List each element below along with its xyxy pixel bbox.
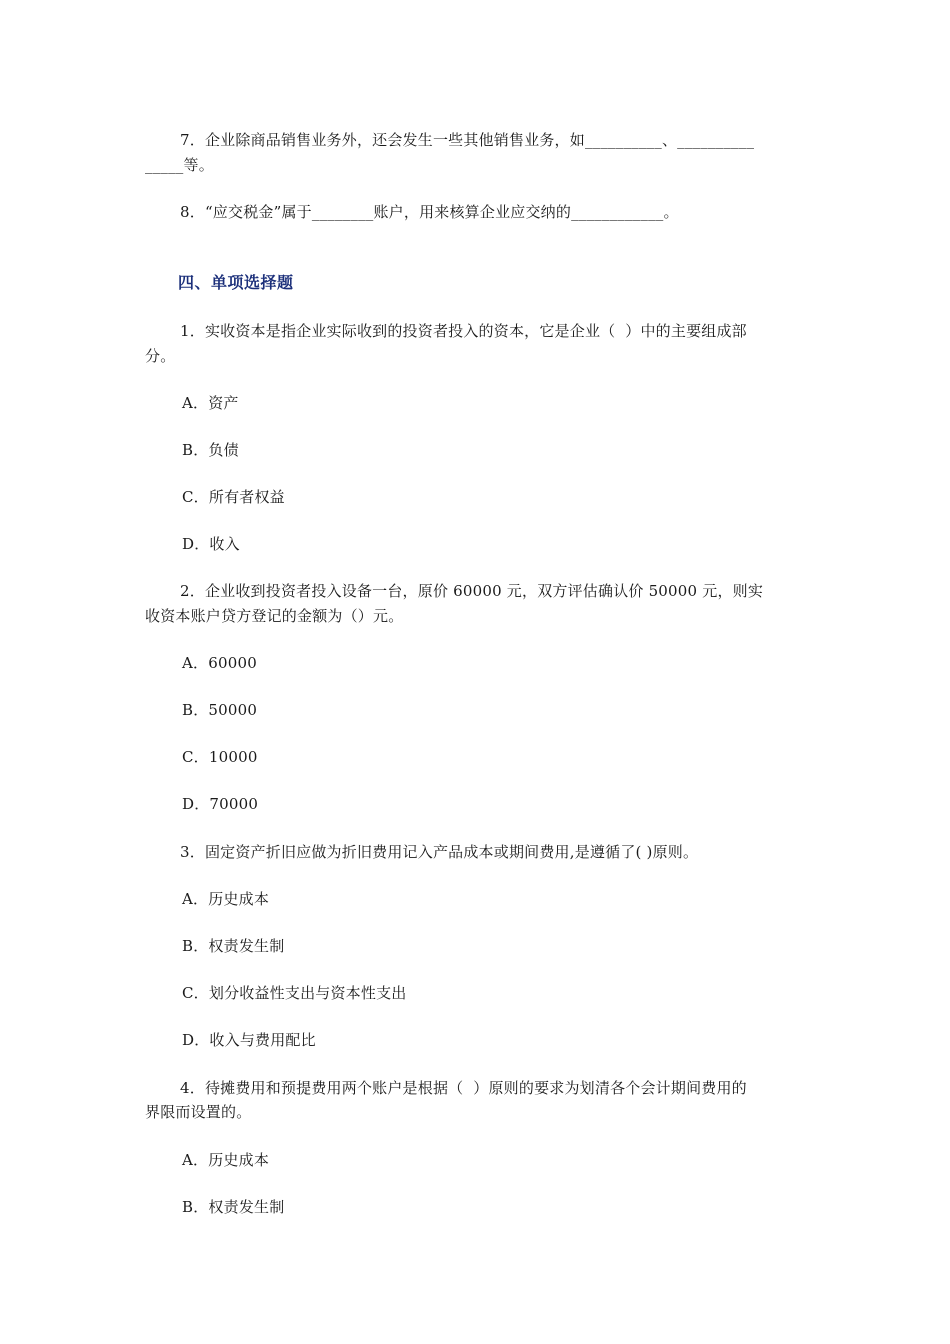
q2-stem-line-2: 收资本账户贷方登记的金额为（）元。 xyxy=(145,607,404,625)
q2-option-d: D．70000 xyxy=(182,795,259,813)
q2-stem-line-1: 2．企业收到投资者投入设备一台，原价 60000 元，双方评估确认价 50000 元，则实 xyxy=(180,582,764,600)
q2-option-a: A．60000 xyxy=(182,654,257,672)
q1-option-a: A．资产 xyxy=(182,394,239,412)
q4-option-a: A．历史成本 xyxy=(182,1151,270,1169)
q3-option-b: B．权责发生制 xyxy=(182,937,285,955)
q3-stem-line-1: 3．固定资产折旧应做为折旧费用记入产品成本或期间费用,是遵循了( )原则。 xyxy=(180,843,699,861)
q7-line-1: 7．企业除商品销售业务外，还会发生一些其他销售业务，如__________、__________ xyxy=(180,131,755,149)
q7-line-2: _____等。 xyxy=(145,156,214,174)
q1-stem-line-2: 分。 xyxy=(145,347,176,365)
q3-option-c: C．划分收益性支出与资本性支出 xyxy=(182,984,407,1002)
q3-option-a: A．历史成本 xyxy=(182,890,270,908)
q3-option-d: D．收入与费用配比 xyxy=(182,1031,316,1049)
q2-option-b: B．50000 xyxy=(182,701,258,719)
q1-option-c: C．所有者权益 xyxy=(182,488,285,506)
section-heading: 四、单项选择题 xyxy=(178,273,294,292)
q1-option-b: B．负债 xyxy=(182,441,239,459)
q4-stem-line-1: 4．待摊费用和预提费用两个账户是根据（ ）原则的要求为划清各个会计期间费用的 xyxy=(180,1079,747,1097)
q4-stem-line-2: 界限而设置的。 xyxy=(145,1103,252,1121)
q8-line-1: 8．“应交税金”属于________账户，用来核算企业应交纳的____________。 xyxy=(180,203,679,221)
q2-option-c: C．10000 xyxy=(182,748,258,766)
q1-stem-line-1: 1．实收资本是指企业实际收到的投资者投入的资本，它是企业（ ）中的主要组成部 xyxy=(180,322,747,340)
q1-option-d: D．收入 xyxy=(182,535,240,553)
q4-option-b: B．权责发生制 xyxy=(182,1198,285,1216)
